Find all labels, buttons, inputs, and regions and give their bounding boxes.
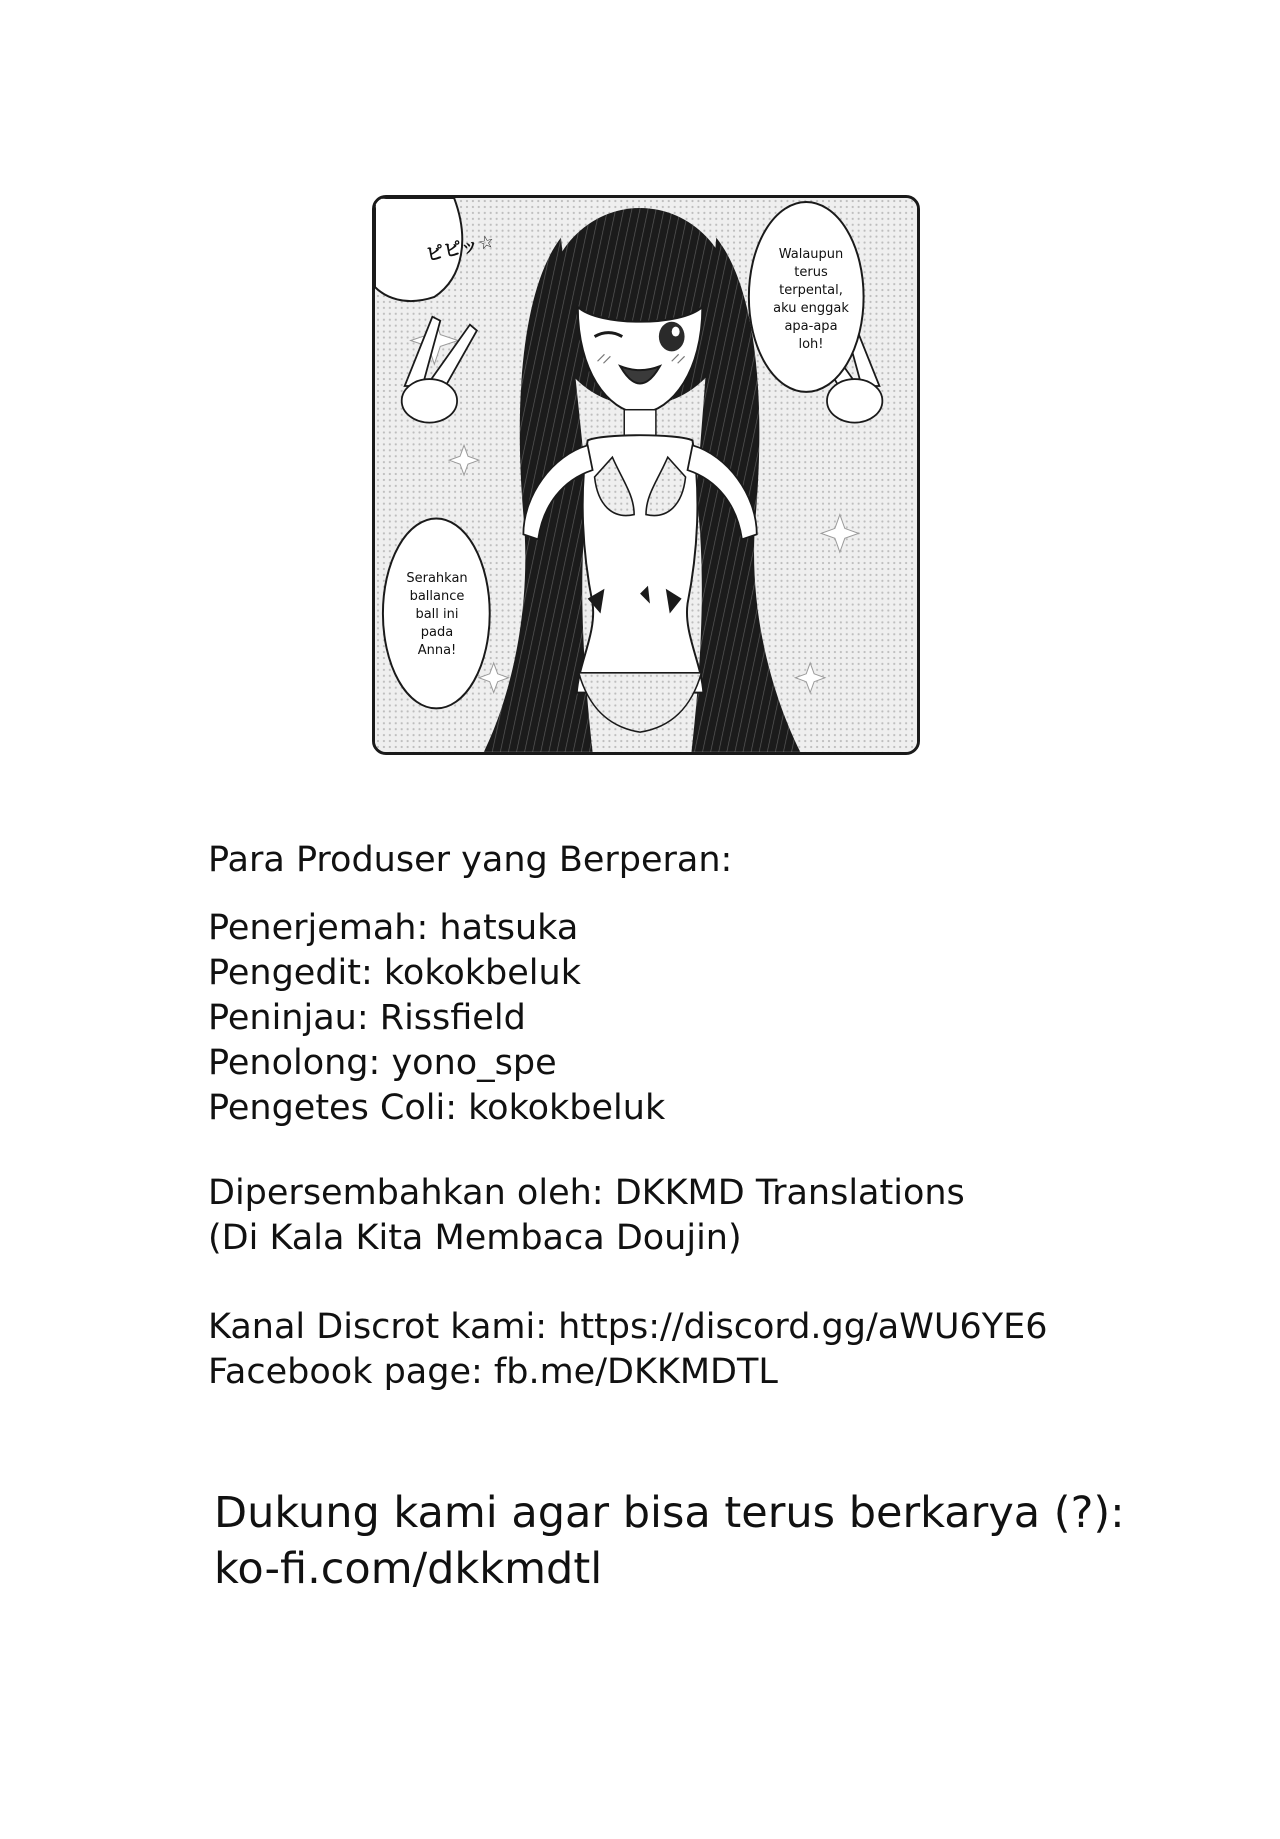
presented-by-block: [208, 1171, 1208, 1261]
discord-link: Kanal Discrot kami: https://discord.gg/aWU6YE6: [208, 1307, 1048, 1347]
presented-by-subtitle: (Di Kala Kita Membaca Doujin): [208, 1218, 742, 1258]
staff-tester: Pengetes Coli: kokokbeluk: [208, 1088, 666, 1128]
presented-by: Dipersembahkan oleh: DKKMD Translations: [208, 1173, 965, 1213]
staff-editor: Pengedit: kokokbeluk: [208, 953, 581, 993]
staff-helper: Penolong: yono_spe: [208, 1043, 557, 1083]
staff-translator: Penerjemah: hatsuka: [208, 908, 579, 948]
credits-heading: Para Produser yang Berperan:: [208, 840, 733, 880]
facebook-link: Facebook page: fb.me/DKKMDTL: [208, 1352, 778, 1392]
staff-reviewer: Peninjau: Rissfield: [208, 998, 526, 1038]
support-line: Dukung kami agar bisa terus berkarya (?):: [214, 1488, 1125, 1538]
illustration-panel: [372, 195, 920, 755]
sound-effect-text: ピピッ☆: [423, 230, 497, 266]
speech-bubble-left: Serahkan ballance ball ini pada Anna!: [406, 571, 468, 658]
staff-list: [208, 906, 1208, 1131]
links-block: [208, 1305, 1208, 1395]
credits-heading-block: [208, 838, 1208, 883]
support-link: ko-fi.com/dkkmdtl: [214, 1544, 603, 1594]
speech-bubble-right: Walaupun terus terpental, aku enggak apa-apa loh!: [773, 247, 849, 352]
support-block: [214, 1485, 1214, 1597]
